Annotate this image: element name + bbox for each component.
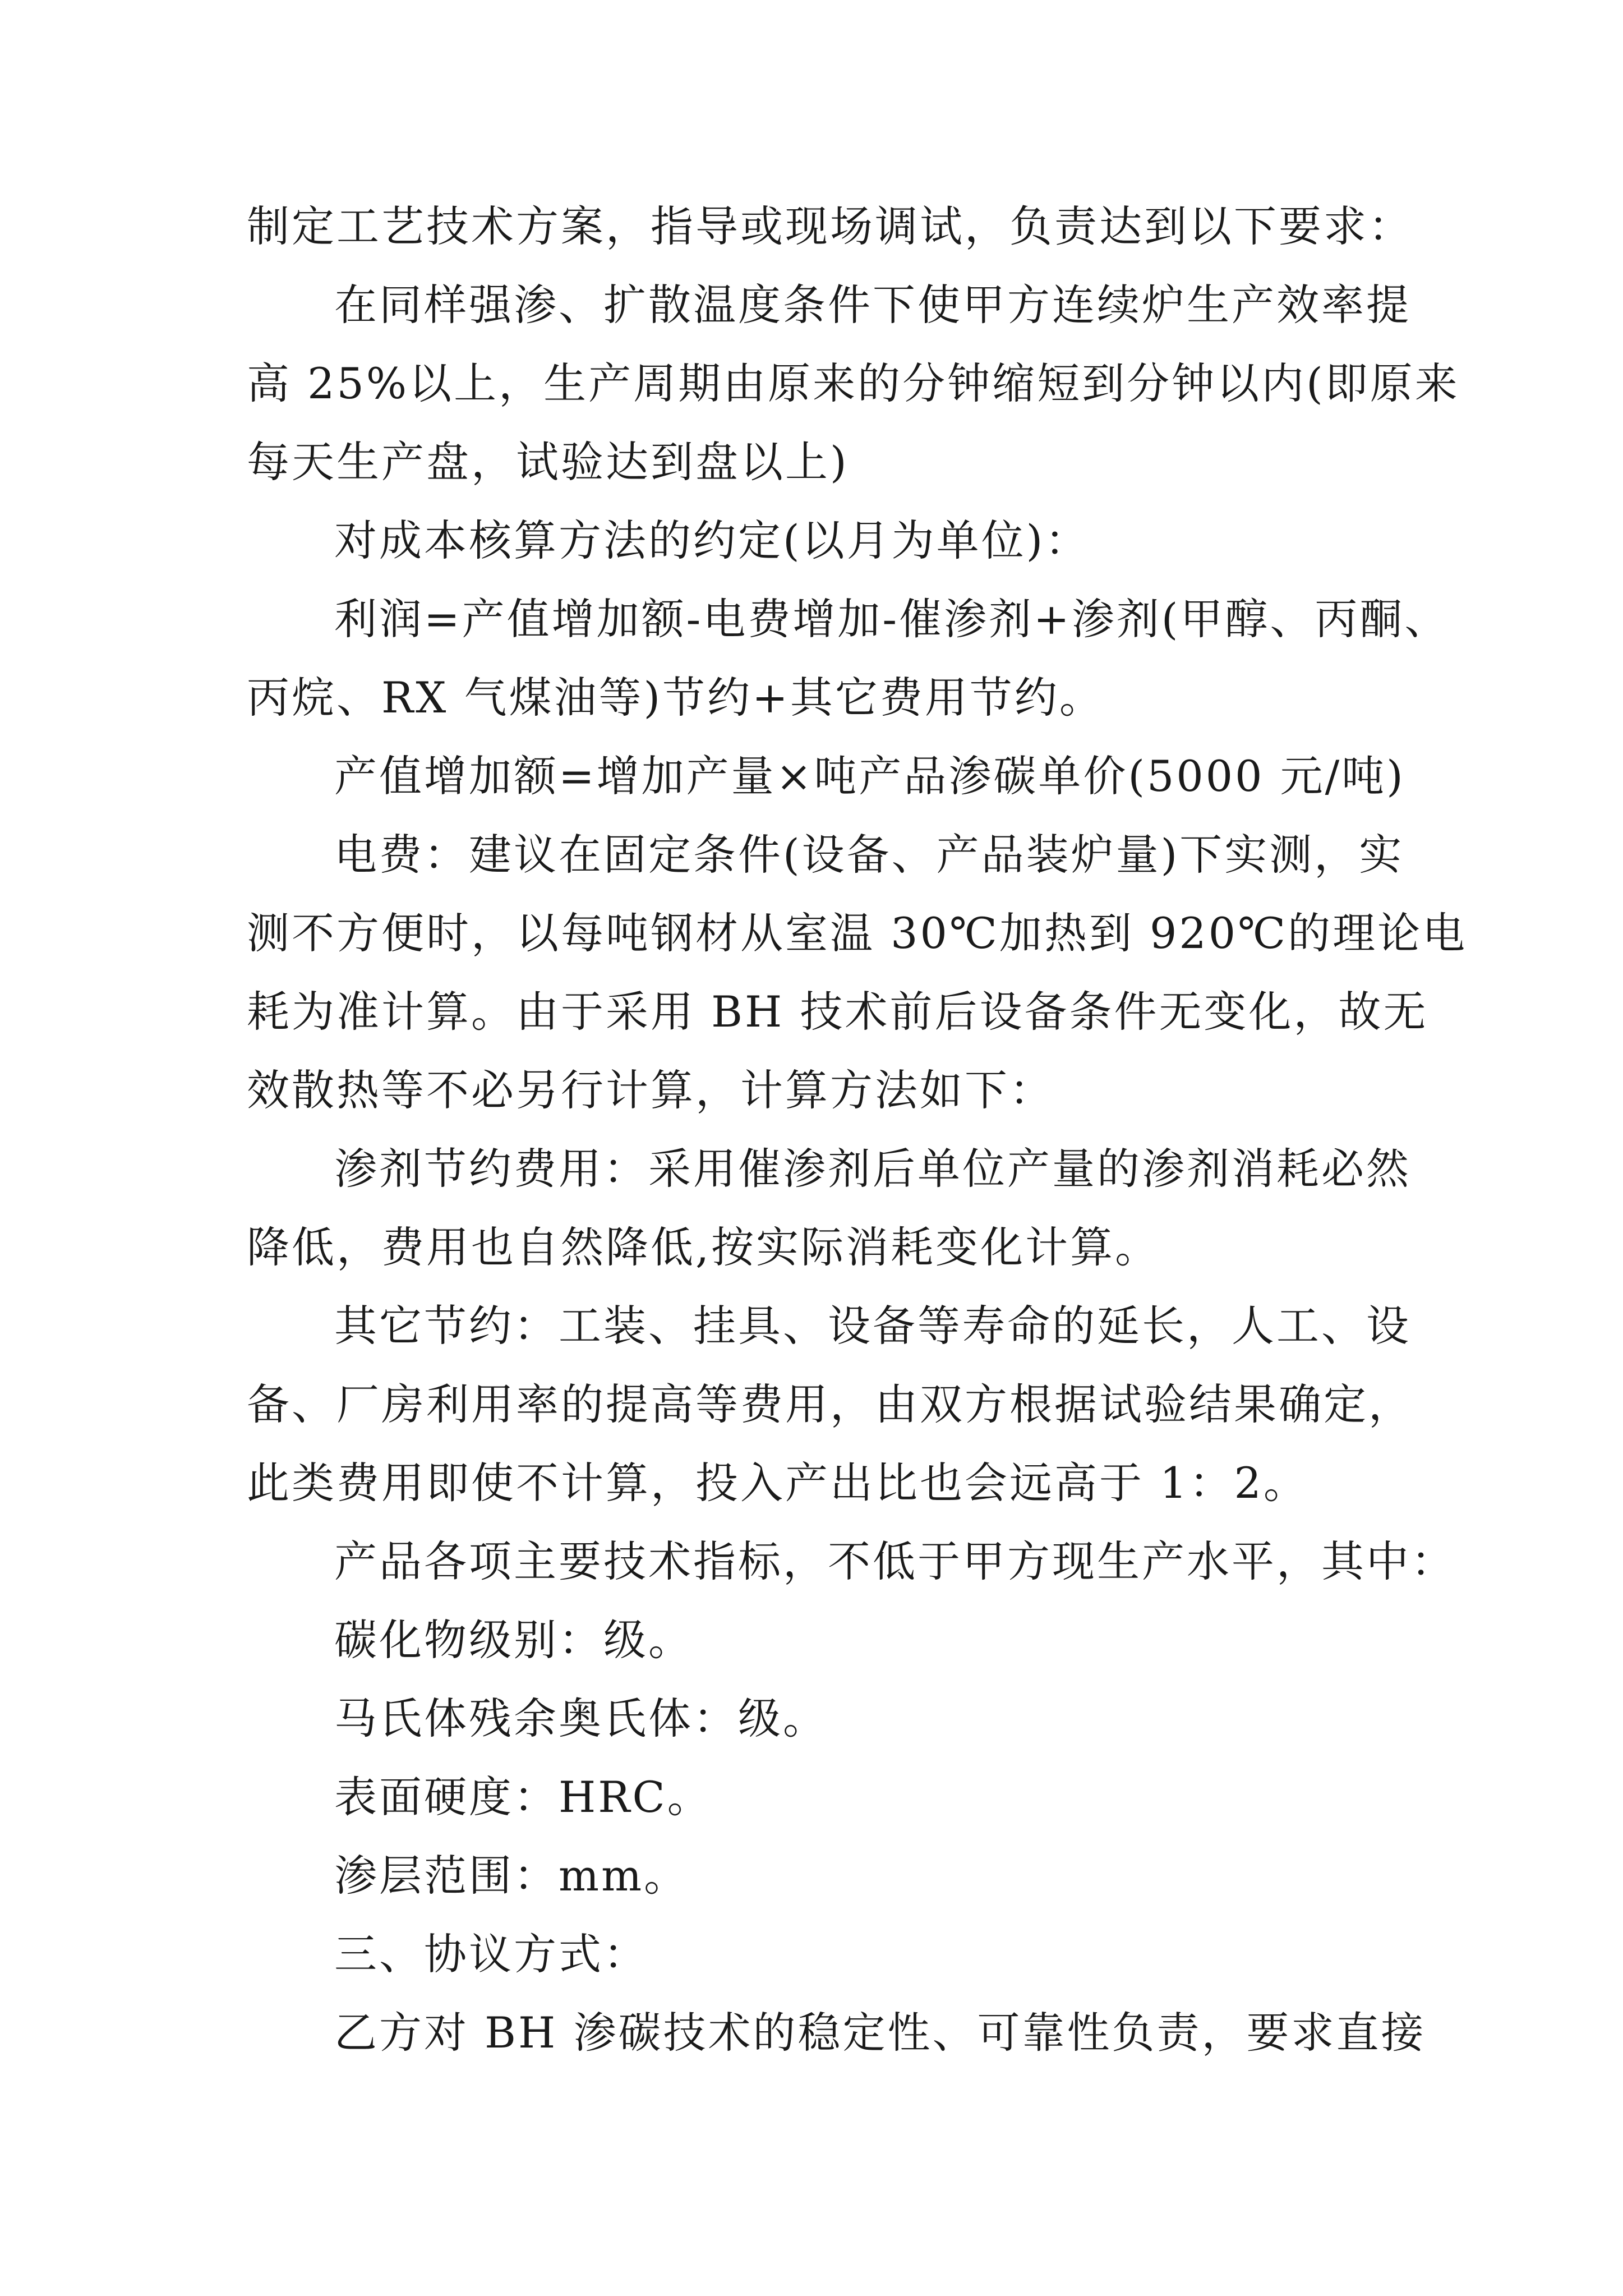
text-line-19: 碳化物级别：级。: [334, 1615, 693, 1665]
text-line-21: 表面硬度：HRC。: [334, 1772, 712, 1822]
text-line-8: 产值增加额=增加产量×吨产品渗碳单价(5000 元/吨): [334, 751, 1405, 801]
text-line-10: 测不方便时，以每吨钢材从室温 30℃加热到 920℃的理论电: [247, 908, 1468, 958]
text-line-15: 其它节约：工装、挂具、设备等寿命的延长，人工、设: [334, 1301, 1411, 1351]
text-line-18: 产品各项主要技术指标，不低于甲方现生产水平，其中：: [334, 1536, 1456, 1586]
text-line-23: 三、协议方式：: [334, 1929, 648, 1979]
text-line-4: 每天生产盘，试验达到盘以上): [247, 437, 849, 487]
text-line-24: 乙方对 BH 渗碳技术的稳定性、可靠性负责，要求直接: [334, 2008, 1426, 2058]
text-line-14: 降低，费用也自然降低,按实际消耗变化计算。: [247, 1222, 1160, 1272]
text-line-6: 利润=产值增加额-电费增加-催渗剂+渗剂(甲醇、丙酮、: [334, 594, 1450, 644]
text-line-7: 丙烷、RX 气煤油等)节约+其它费用节约。: [247, 673, 1104, 723]
text-line-2: 在同样强渗、扩散温度条件下使甲方连续炉生产效率提: [334, 280, 1411, 330]
text-line-9: 电费：建议在固定条件(设备、产品装炉量)下实测，实: [334, 830, 1404, 880]
text-line-16: 备、厂房利用率的提高等费用，由双方根据试验结果确定，: [247, 1379, 1413, 1429]
text-line-22: 渗层范围：mm。: [334, 1851, 689, 1901]
text-line-5: 对成本核算方法的约定(以月为单位)：: [334, 516, 1090, 565]
text-line-11: 耗为准计算。由于采用 BH 技术前后设备条件无变化，故无: [247, 987, 1428, 1037]
text-line-17: 此类费用即使不计算，投入产出比也会远高于 1：2。: [247, 1458, 1308, 1508]
text-line-20: 马氏体残余奥氏体：级。: [334, 1694, 828, 1743]
text-line-13: 渗剂节约费用：采用催渗剂后单位产量的渗剂消耗必然: [334, 1144, 1411, 1194]
text-line-1: 制定工艺技术方案，指导或现场调试，负责达到以下要求：: [247, 201, 1413, 251]
text-line-12: 效散热等不必另行计算，计算方法如下：: [247, 1065, 1054, 1115]
text-line-3: 高 25%以上，生产周期由原来的分钟缩短到分钟以内(即原来: [247, 358, 1460, 408]
